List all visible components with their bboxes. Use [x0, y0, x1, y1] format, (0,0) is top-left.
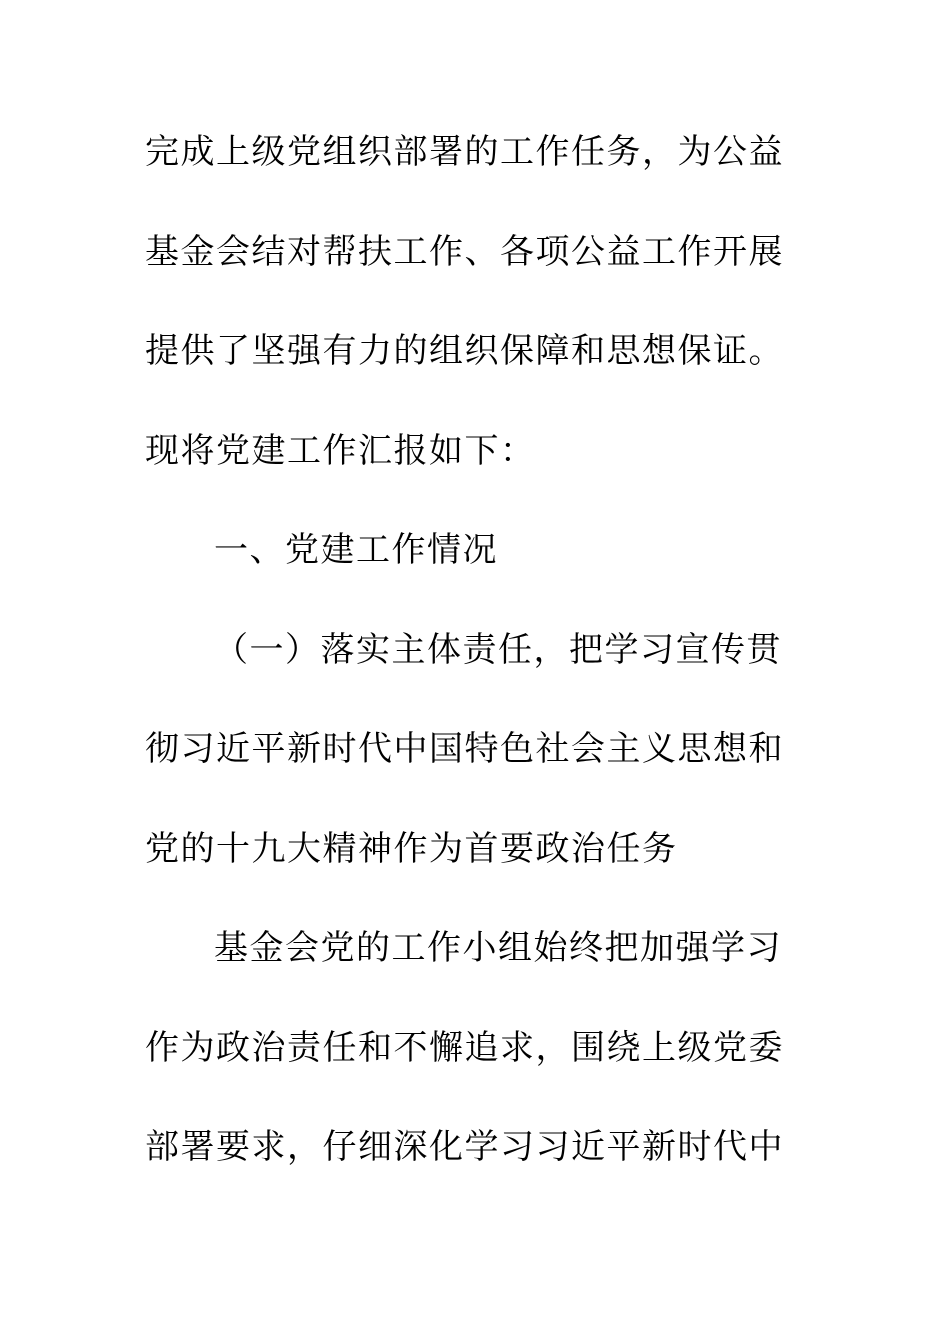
- paragraph-line: 完成上级党组织部署的工作任务，为公益: [145, 132, 784, 172]
- paragraph-line: 部署要求，仔细深化学习习近平新时代中: [145, 1127, 784, 1167]
- section-heading: 一、党建工作情况: [214, 530, 498, 570]
- paragraph-line: 基金会结对帮扶工作、各项公益工作开展: [145, 232, 784, 272]
- subsection-heading-line: 党的十九大精神作为首要政治任务: [145, 829, 678, 869]
- subsection-heading-line: （一）落实主体责任，把学习宣传贯: [214, 630, 782, 670]
- paragraph-line: 提供了坚强有力的组织保障和思想保证。: [145, 331, 784, 371]
- paragraph-line: 现将党建工作汇报如下：: [145, 431, 536, 471]
- paragraph-line: 作为政治责任和不懈追求，围绕上级党委: [145, 1028, 784, 1068]
- subsection-heading-line: 彻习近平新时代中国特色社会主义思想和: [145, 729, 784, 769]
- paragraph-line: 基金会党的工作小组始终把加强学习: [214, 928, 782, 968]
